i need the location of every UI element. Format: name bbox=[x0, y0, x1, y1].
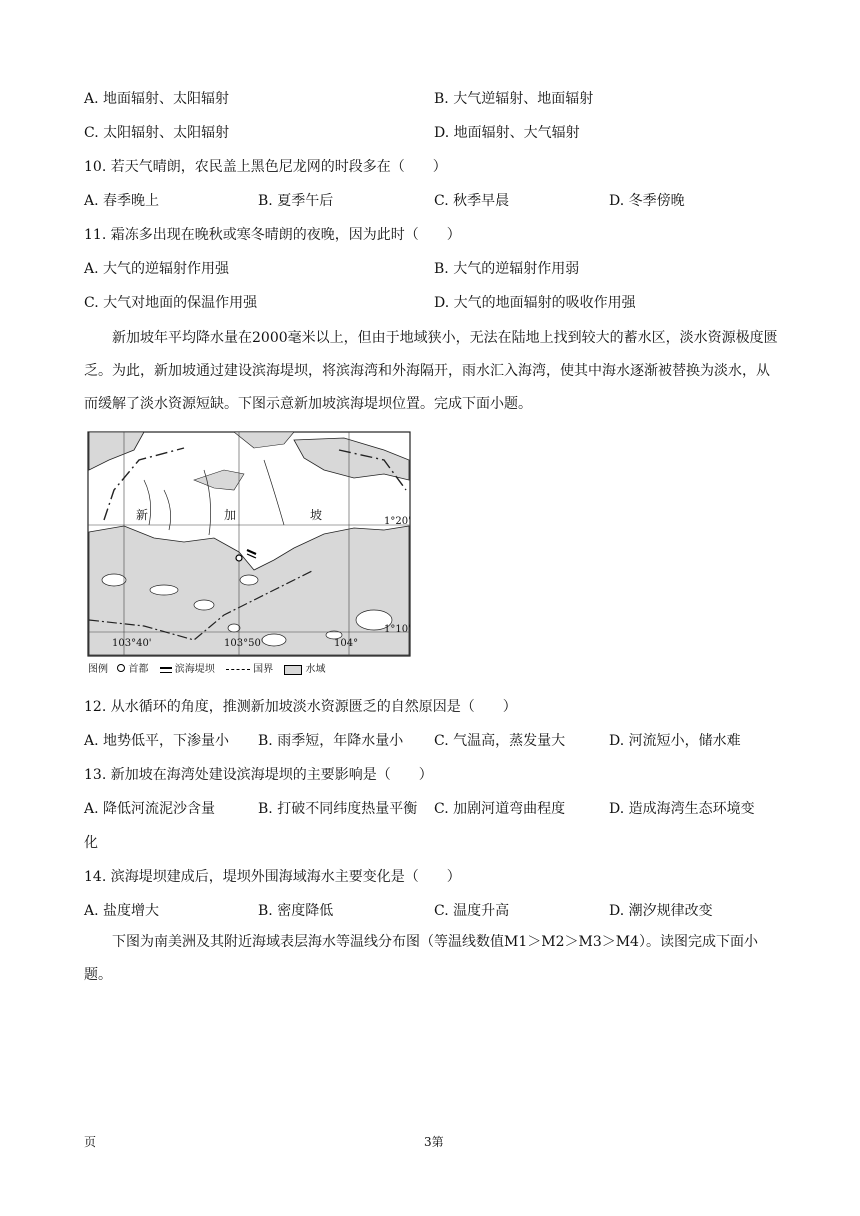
legend-water: 水域 bbox=[305, 664, 326, 675]
q13-stem: 13. 新加坡在海湾处建设滨海堤坝的主要影响是（ ） bbox=[84, 767, 433, 783]
q11-option-a: A. 大气的逆辐射作用强 bbox=[84, 261, 230, 277]
singapore-map bbox=[84, 430, 414, 680]
q11-stem: 11. 霜冻多出现在晚秋或寒冬晴朗的夜晚，因为此时（ ） bbox=[84, 227, 461, 243]
map-label-jia: 加 bbox=[224, 508, 237, 522]
map-lon-10350: 103°50' bbox=[224, 638, 264, 649]
q10-option-a: A. 春季晚上 bbox=[84, 193, 160, 209]
q10-option-d: D. 冬季傍晚 bbox=[609, 193, 685, 209]
q12-option-b: B. 雨季短，年降水量小 bbox=[258, 733, 404, 749]
q12-option-d: D. 河流短小，储水难 bbox=[609, 733, 741, 749]
q13-option-c: C. 加剧河道弯曲程度 bbox=[434, 801, 566, 817]
q11-option-d: D. 大气的地面辐射的吸收作用强 bbox=[434, 295, 636, 311]
capital-symbol-icon bbox=[117, 664, 125, 672]
q11-option-c: C. 大气对地面的保温作用强 bbox=[84, 295, 258, 311]
q14-option-b: B. 密度降低 bbox=[258, 903, 334, 919]
q14-stem: 14. 滨海堤坝建成后，堤坝外围海域海水主要变化是（ ） bbox=[84, 869, 461, 885]
q10-option-b: B. 夏季午后 bbox=[258, 193, 334, 209]
q14-option-d: D. 潮汐规律改变 bbox=[609, 903, 713, 919]
footer-page-number: 3第 bbox=[424, 1135, 444, 1149]
map-lat-120: 1°20' bbox=[384, 516, 411, 527]
legend-capital: 首都 bbox=[128, 664, 149, 675]
map-lat-110: 1°10' bbox=[384, 624, 411, 635]
q9-option-a: A. 地面辐射、太阳辐射 bbox=[84, 91, 230, 107]
q12-stem: 12. 从水循环的角度，推测新加坡淡水资源匮乏的自然原因是（ ） bbox=[84, 699, 517, 715]
q12-option-c: C. 气温高，蒸发量大 bbox=[434, 733, 566, 749]
q10-stem: 10. 若天气晴朗，农民盖上黑色尼龙网的时段多在（ ） bbox=[84, 159, 447, 175]
q14-option-c: C. 温度升高 bbox=[434, 903, 510, 919]
passage-south-america: 下图为南美洲及其附近海域表层海水等温线分布图（等温线数值M1＞M2＞M3＞M4）。读图完成下面小题。 bbox=[84, 934, 758, 983]
legend-title: 图例 bbox=[88, 664, 108, 675]
map-lon-104: 104° bbox=[334, 638, 359, 649]
q13-option-b: B. 打破不同纬度热量平衡 bbox=[258, 801, 418, 817]
footer-left: 页 bbox=[84, 1135, 97, 1149]
q9-option-c: C. 太阳辐射、太阳辐射 bbox=[84, 125, 230, 141]
border-symbol-icon bbox=[226, 669, 250, 670]
map-legend bbox=[88, 660, 326, 675]
dam-symbol-icon bbox=[160, 667, 172, 673]
passage-singapore: 新加坡年平均降水量在2000毫米以上，但由于地域狭小，无法在陆地上找到较大的蓄水区，淡水资源极度匮乏。为此，新加坡通过建设滨海堤坝，将滨海湾和外海隔开，雨水汇入海湾，使其中海水逐渐被替换为淡水，从而缓解了淡水资源短缺。下图示意新加坡滨海堤坝位置。完成下面小题。 bbox=[84, 330, 778, 412]
q9-option-d: D. 地面辐射、大气辐射 bbox=[434, 125, 580, 141]
map-label-xin: 新 bbox=[136, 508, 149, 522]
q13-option-a: A. 降低河流泥沙含量 bbox=[84, 801, 216, 817]
q11-option-b: B. 大气的逆辐射作用弱 bbox=[434, 261, 580, 277]
water-symbol-icon bbox=[284, 665, 302, 675]
legend-dam: 滨海堤坝 bbox=[174, 664, 215, 675]
map-label-po: 坡 bbox=[310, 508, 323, 522]
q13-option-d: D. 造成海湾生态环境变 bbox=[609, 801, 755, 817]
q9-option-b: B. 大气逆辐射、地面辐射 bbox=[434, 91, 594, 107]
q10-option-c: C. 秋季早晨 bbox=[434, 193, 510, 209]
q12-option-a: A. 地势低平，下渗量小 bbox=[84, 733, 230, 749]
q14-option-a: A. 盐度增大 bbox=[84, 903, 160, 919]
legend-border: 国界 bbox=[253, 664, 274, 675]
map-lon-10340: 103°40' bbox=[112, 638, 152, 649]
q13-option-d-continued: 化 bbox=[84, 835, 98, 851]
